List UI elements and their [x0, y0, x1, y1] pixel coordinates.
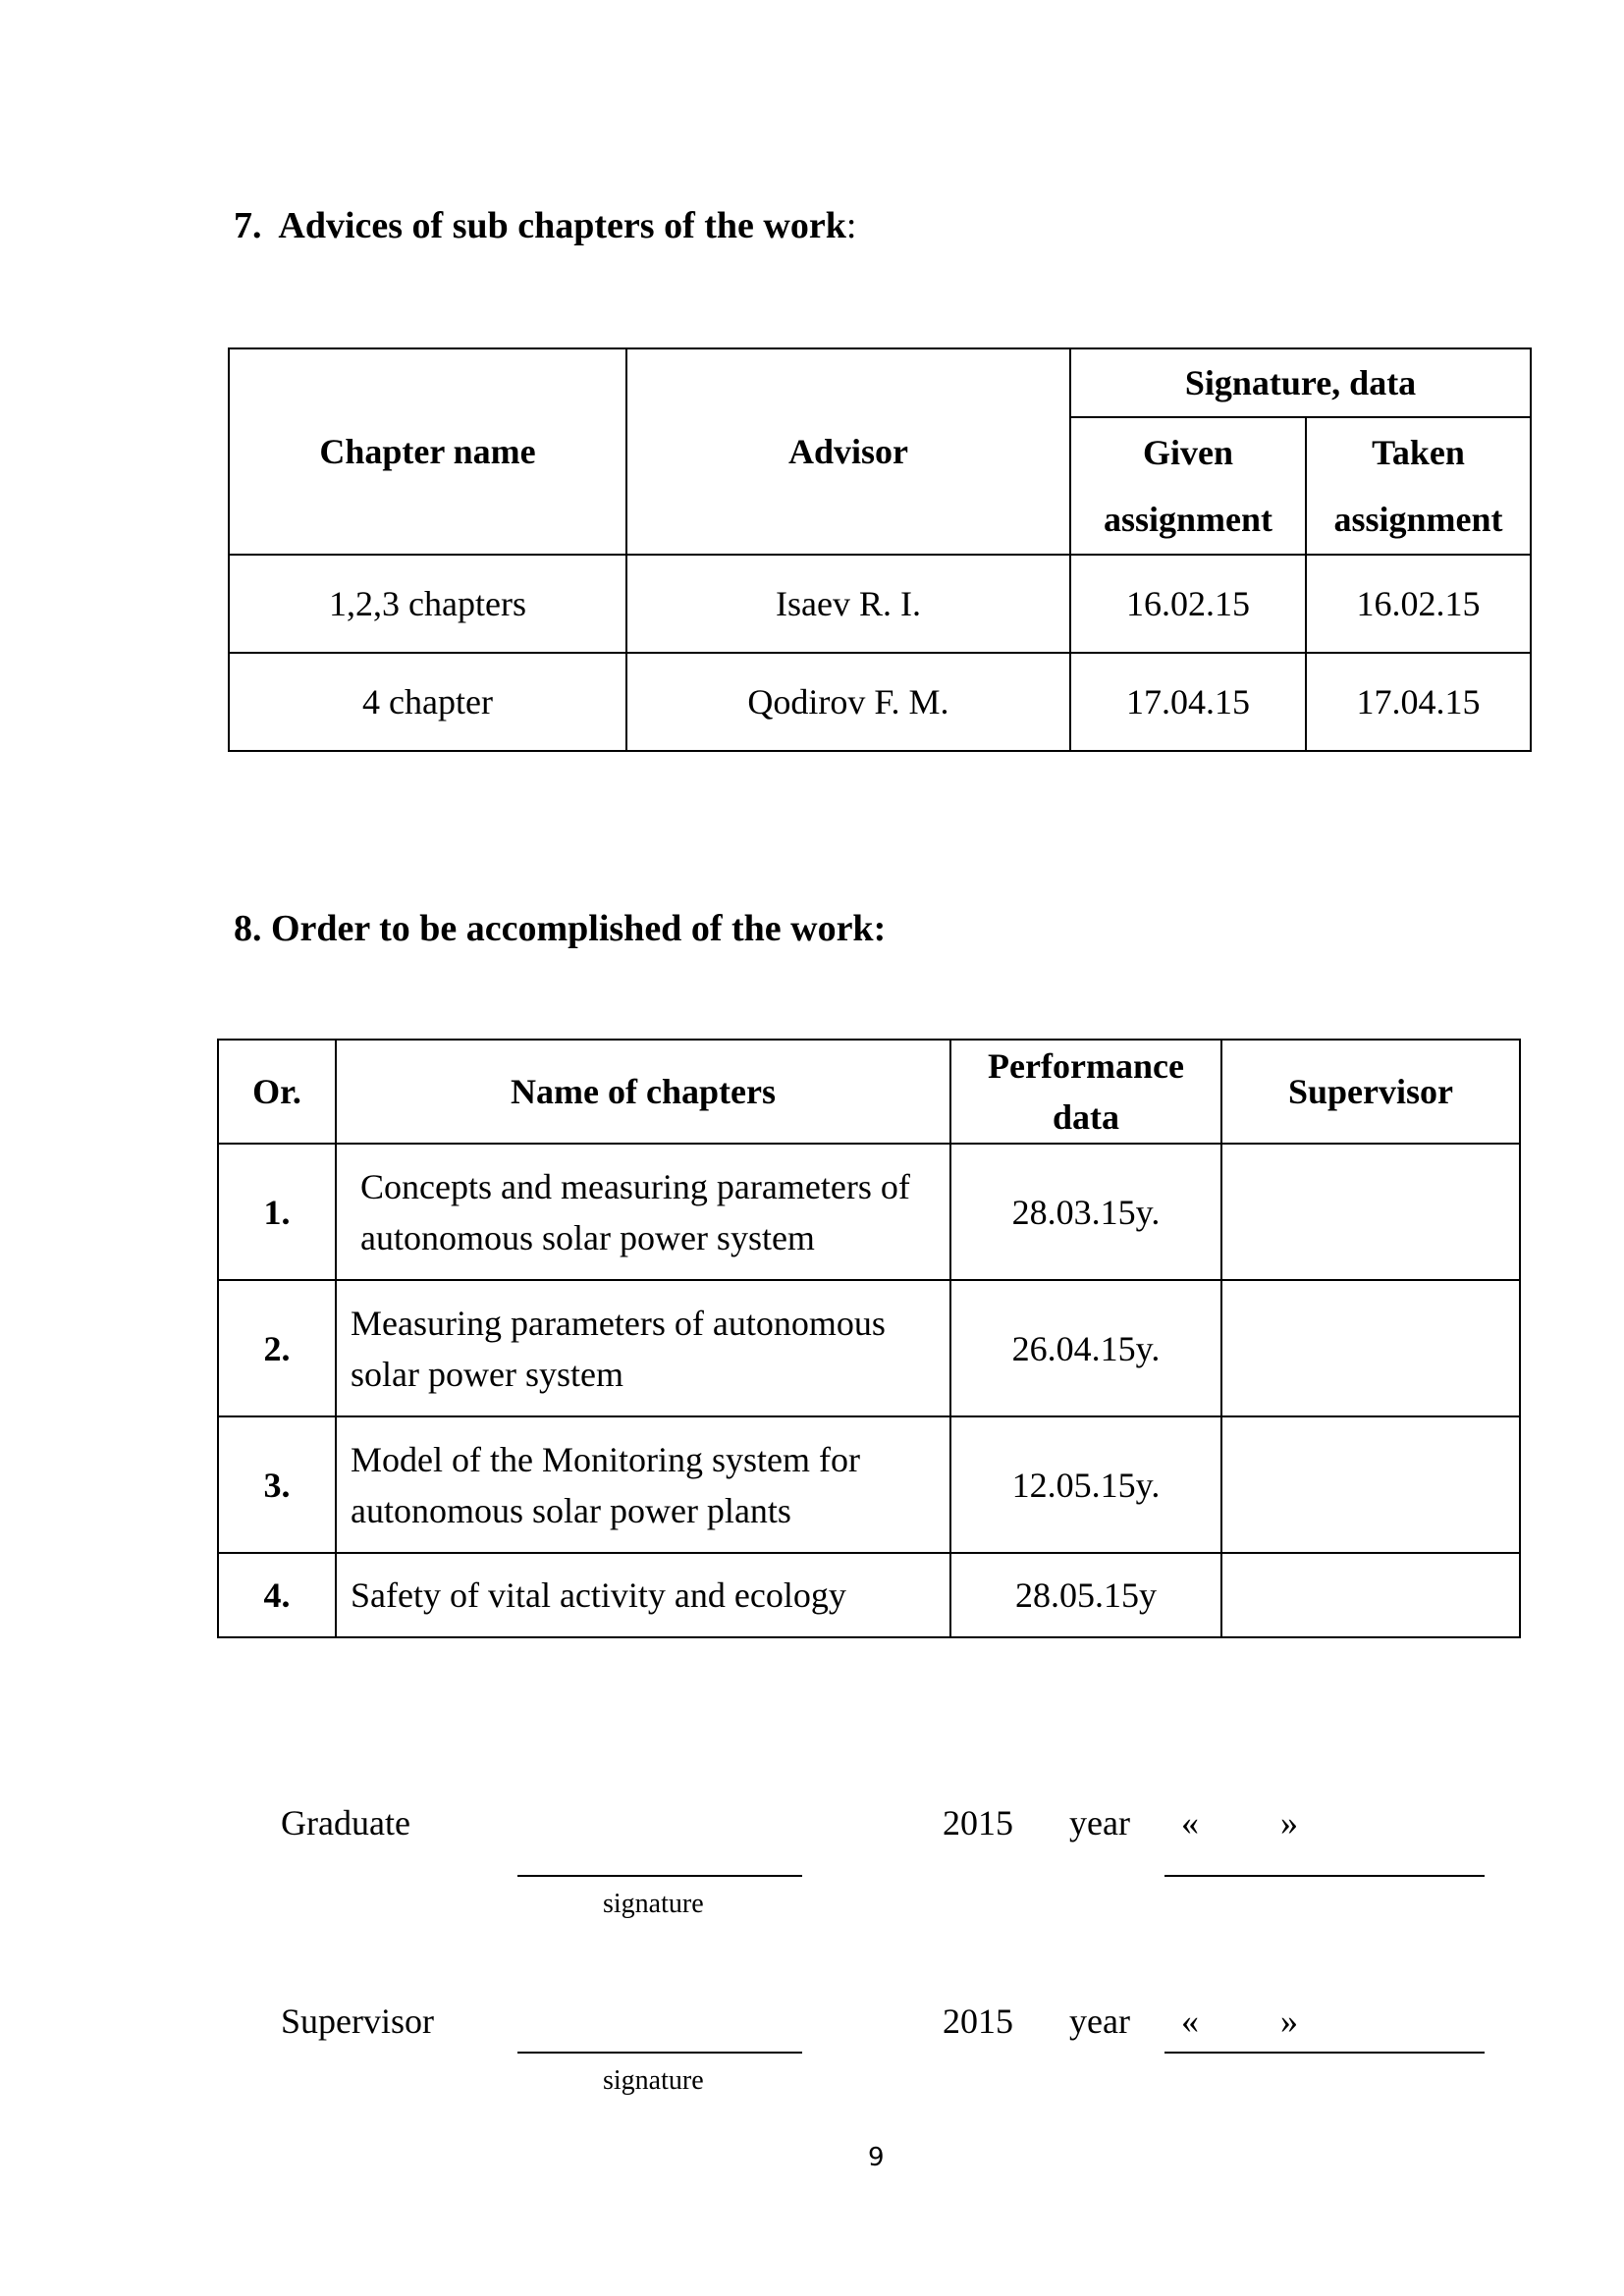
table-row — [218, 1144, 1520, 1280]
header-chapter-name: Chapter name — [229, 348, 626, 555]
advisors-table — [228, 347, 1532, 752]
header-supervisor: Supervisor — [1221, 1040, 1520, 1144]
graduate-signature-caption: signature — [603, 1889, 704, 1919]
section-8-heading: 8. Order to be accomplished of the work: — [234, 908, 887, 949]
graduate-year-word: year — [1069, 1803, 1130, 1842]
supervisor-signature-caption: signature — [603, 2065, 704, 2096]
row-number: 3. — [218, 1416, 336, 1553]
supervisor-cell — [1221, 1416, 1520, 1553]
performance-date: 12.05.15y. — [950, 1416, 1221, 1553]
header-advisor: Advisor — [626, 348, 1070, 555]
supervisor-cell — [1221, 1144, 1520, 1280]
order-table — [217, 1039, 1521, 1638]
given-date-cell: 16.02.15 — [1070, 555, 1306, 653]
supervisor-signature-line — [517, 2052, 802, 2054]
section-7-number: 7. — [234, 205, 262, 246]
page-number: 9 — [868, 2143, 885, 2172]
supervisor-cell — [1221, 1553, 1520, 1637]
supervisor-date-line — [1164, 2052, 1485, 2054]
section-7-title: Advices of sub chapters of the work — [278, 205, 846, 246]
supervisor-close-quote: » — [1280, 2002, 1298, 2041]
header-performance-data: Performance data — [950, 1040, 1221, 1144]
header-given-assignment: Given assignment — [1070, 417, 1306, 555]
table-row — [218, 1280, 1520, 1416]
supervisor-label: Supervisor — [281, 2002, 434, 2041]
supervisor-cell — [1221, 1280, 1520, 1416]
graduate-label: Graduate — [281, 1803, 410, 1842]
performance-date: 28.03.15y. — [950, 1144, 1221, 1280]
header-order: Or. — [218, 1040, 336, 1144]
graduate-year-number: 2015 — [943, 1803, 1013, 1842]
chapter-name: Concepts and measuring parameters of autonomous solar power system — [336, 1144, 950, 1280]
table-row — [229, 555, 1531, 653]
taken-date-cell: 16.02.15 — [1306, 555, 1531, 653]
section-7-colon: : — [845, 205, 857, 246]
supervisor-open-quote: « — [1181, 2002, 1199, 2041]
performance-date: 28.05.15y — [950, 1553, 1221, 1637]
chapter-cell: 1,2,3 chapters — [229, 555, 626, 653]
section-7-heading — [234, 204, 856, 247]
supervisor-year-number: 2015 — [943, 2002, 1013, 2041]
advisor-cell: Qodirov F. M. — [626, 653, 1070, 751]
table-row — [218, 1416, 1520, 1553]
row-number: 2. — [218, 1280, 336, 1416]
graduate-signature-line — [517, 1875, 802, 1877]
performance-date: 26.04.15y. — [950, 1280, 1221, 1416]
row-number: 4. — [218, 1553, 336, 1637]
advisor-cell: Isaev R. I. — [626, 555, 1070, 653]
chapter-name: Measuring parameters of autonomous solar power system — [336, 1280, 950, 1416]
header-signature-data: Signature, data — [1070, 348, 1531, 417]
row-number: 1. — [218, 1144, 336, 1280]
graduate-open-quote: « — [1181, 1803, 1199, 1842]
chapter-cell: 4 chapter — [229, 653, 626, 751]
taken-date-cell: 17.04.15 — [1306, 653, 1531, 751]
graduate-date-line — [1164, 1875, 1485, 1877]
supervisor-year-word: year — [1069, 2002, 1130, 2041]
chapter-name: Model of the Monitoring system for autonomous solar power plants — [336, 1416, 950, 1553]
graduate-close-quote: » — [1280, 1803, 1298, 1842]
table-row — [229, 653, 1531, 751]
given-date-cell: 17.04.15 — [1070, 653, 1306, 751]
chapter-name: Safety of vital activity and ecology — [336, 1553, 950, 1637]
header-name-of-chapters: Name of chapters — [336, 1040, 950, 1144]
header-taken-assignment: Taken assignment — [1306, 417, 1531, 555]
table-row — [218, 1553, 1520, 1637]
